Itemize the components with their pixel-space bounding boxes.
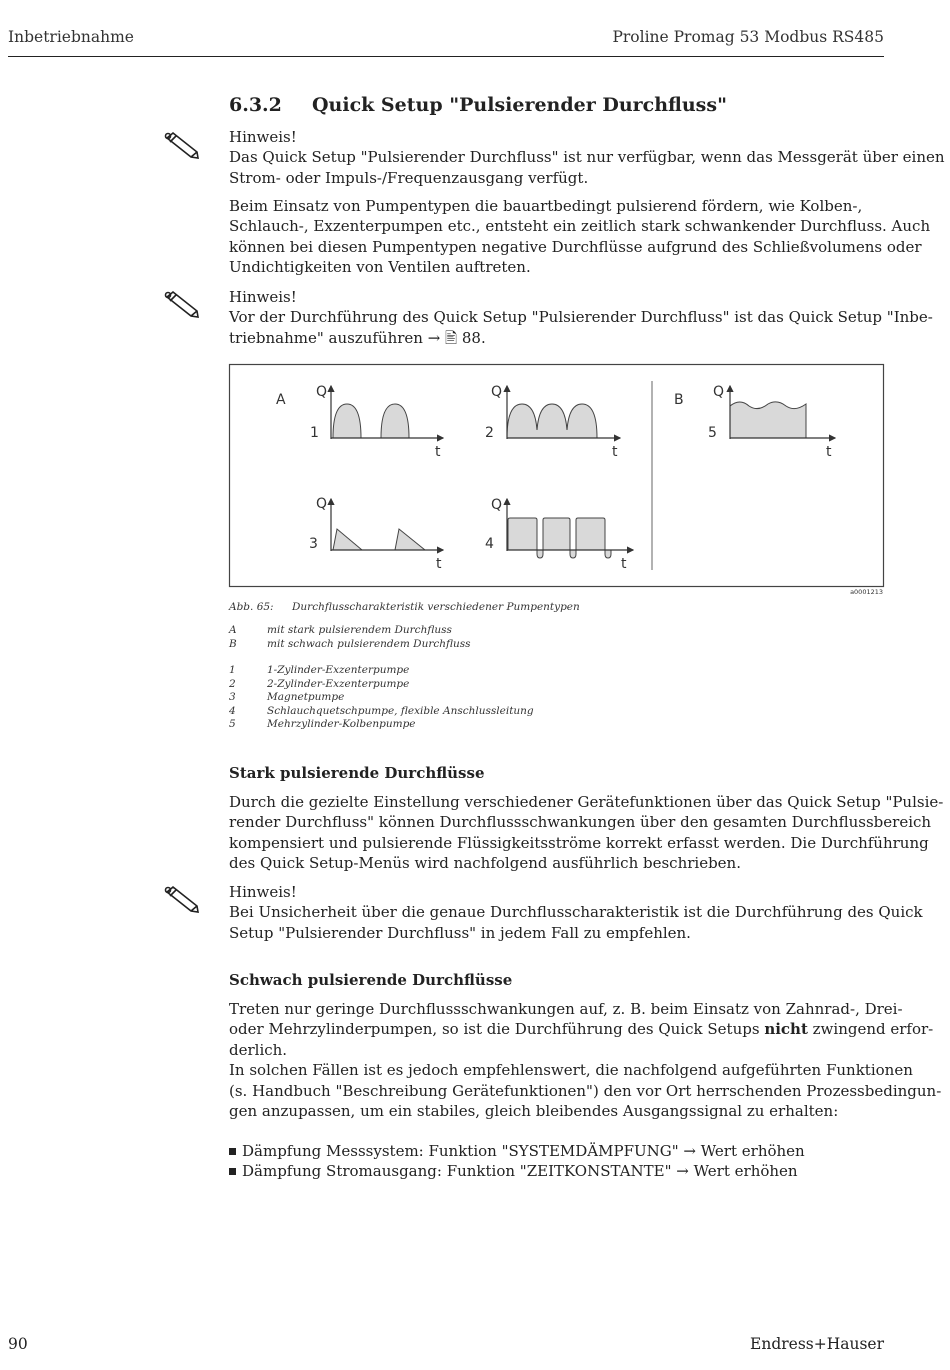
figure-legend-groups — [229, 624, 829, 652]
axis-label-t: t — [435, 444, 441, 460]
axis-label-q: Q — [491, 497, 503, 513]
heading-title: Quick Setup "Pulsierender Durchfluss" — [312, 94, 727, 116]
axis-label-q: Q — [316, 496, 328, 512]
text-line: Treten nur geringe Durchflussschwankungen auf, z. B. beim Einsatz von Zahnrad-, Drei- — [229, 1000, 903, 1018]
running-header-product: Proline Promag 53 Modbus RS485 — [612, 28, 884, 46]
text-line: Vor der Durchführung des Quick Setup "Pulsierender Durchfluss" ist das Quick Setup "Inbe- — [229, 308, 933, 327]
axis-label-t: t — [436, 556, 442, 572]
legend-value: Magnetpumpe — [267, 691, 345, 703]
flow-characteristics-figure — [0, 0, 950, 620]
note-3 — [229, 882, 923, 943]
legend-value: 1-Zylinder-Exzenterpumpe — [267, 664, 410, 676]
note-label: Hinweis! — [229, 288, 297, 306]
text-line: Das Quick Setup "Pulsierender Durchfluss" ist nur verfügbar, wenn das Messgerät über einen — [229, 148, 945, 167]
pulse-curve-2 — [507, 404, 597, 438]
text-line: (s. Handbuch "Beschreibung Gerätefunktionen") den vor Ort herrschenden Prozessbedingun- — [229, 1081, 942, 1100]
subheading-weak-pulsation: Schwach pulsierende Durchflüsse — [229, 971, 513, 989]
axis-label-t: t — [826, 444, 832, 460]
curve-number-5: 5 — [708, 425, 717, 441]
figure-id: a0001213 — [850, 588, 883, 596]
bullet-icon — [229, 1148, 236, 1155]
group-label-a: A — [276, 392, 286, 408]
heading-number: 6.3.2 — [229, 94, 282, 116]
legend-value: Mehrzylinder-Kolbenpumpe — [267, 718, 416, 730]
text-line: In solchen Fällen ist es jedoch empfehlenswert, die nachfolgend aufgeführten Funktionen — [229, 1061, 913, 1080]
legend-value: 2-Zylinder-Exzenterpumpe — [267, 677, 410, 690]
axis-label-t: t — [612, 444, 618, 460]
legend-value: mit stark pulsierendem Durchfluss — [267, 624, 452, 636]
figure-caption — [229, 601, 829, 615]
axis-label-t: t — [621, 556, 627, 572]
paragraph-strong-pulsation — [229, 792, 944, 874]
note-label: Hinweis! — [229, 883, 297, 901]
emphasis-nicht: nicht — [764, 1020, 808, 1039]
axis-label-q: Q — [491, 384, 503, 400]
legend-value: mit schwach pulsierendem Durchfluss — [267, 637, 471, 650]
text-line: können bei diesen Pumpentypen negative Durchflüsse aufgrund des Schließvolumens oder — [229, 237, 922, 256]
curve-number-2: 2 — [485, 425, 494, 441]
footer-brand: Endress+Hauser — [750, 1335, 884, 1353]
legend-key: 5 — [229, 718, 236, 730]
text-line: Beim Einsatz von Pumpentypen die bauartbedingt pulsierend fördern, wie Kolben-, — [229, 197, 863, 215]
note-label: Hinweis! — [229, 128, 297, 146]
text-run: zwingend erfor- — [807, 1020, 934, 1039]
text-line: Setup "Pulsierender Durchfluss" in jedem Fall zu empfehlen. — [229, 923, 691, 942]
text-line: Durch die gezielte Einstellung verschiedener Gerätefunktionen über das Quick Setup "Pulsie- — [229, 793, 944, 811]
caption-number: Abb. 65: — [229, 601, 274, 613]
axis-label-q: Q — [316, 384, 328, 400]
text-line: Undichtigkeiten von Ventilen auftreten. — [229, 258, 531, 277]
text-line: render Durchfluss" können Durchflussschwankungen über den gesamten Durchflussbereich — [229, 813, 932, 832]
bullet-item — [229, 1141, 889, 1161]
running-header-section: Inbetriebnahme — [8, 28, 134, 46]
bullet-text: Dämpfung Stromausgang: Funktion "ZEITKONSTANTE" → Wert erhöhen — [242, 1162, 798, 1181]
caption-text: Durchflusscharakteristik verschiedener Pumpentypen — [292, 601, 580, 613]
figure-legend-pumps — [229, 664, 829, 734]
curve-number-4: 4 — [485, 536, 494, 552]
group-label-b: B — [674, 392, 684, 408]
bullet-icon — [229, 1168, 236, 1175]
text-line: kompensiert und pulsierende Flüssigkeitsströme korrekt erfasst werden. Die Durchführung — [229, 833, 929, 852]
text-line: gen anzupassen, um ein stabiles, gleich bleibendes Ausgangssignal zu erhalten: — [229, 1102, 839, 1121]
legend-key: 1 — [229, 664, 236, 676]
axis-label-q: Q — [713, 384, 725, 400]
bullet-text: Dämpfung Messsystem: Funktion "SYSTEMDÄMPFUNG" → Wert erhöhen — [242, 1142, 805, 1160]
paragraph-weak-pulsation — [229, 999, 942, 1121]
bullet-item — [229, 1161, 889, 1181]
text-line: Schlauch-, Exzenterpumpen etc., entsteht ein zeitlich stark schwankender Durchfluss. Auch — [229, 217, 931, 236]
legend-key: 4 — [229, 704, 236, 717]
legend-key: 2 — [229, 677, 236, 690]
legend-key: A — [229, 624, 237, 636]
text-line: Bei Unsicherheit über die genaue Durchflusscharakteristik ist die Durchführung des Quick — [229, 903, 923, 922]
text-line: des Quick Setup-Menüs wird nachfolgend ausführlich beschrieben. — [229, 854, 741, 873]
text-line — [229, 1019, 934, 1039]
legend-key: B — [229, 637, 237, 650]
figure-frame — [230, 365, 884, 587]
text-line: Strom- oder Impuls-/Frequenzausgang verfügt. — [229, 168, 589, 187]
page-number: 90 — [8, 1335, 28, 1353]
pencil-note-icon — [163, 884, 199, 914]
text-line: derlich. — [229, 1040, 288, 1059]
legend-value: Schlauchquetschpumpe, flexible Anschlussleitung — [267, 704, 534, 717]
legend-key: 3 — [229, 691, 236, 703]
text-run: oder Mehrzylinderpumpen, so ist die Durchführung des Quick Setups — [229, 1020, 765, 1039]
curve-number-1: 1 — [310, 425, 319, 441]
subheading-strong-pulsation: Stark pulsierende Durchflüsse — [229, 764, 485, 782]
curve-number-3: 3 — [309, 536, 318, 552]
bullet-list — [229, 1141, 889, 1182]
page-reference-link[interactable]: triebnahme" auszuführen → 🖹 88. — [229, 328, 486, 347]
